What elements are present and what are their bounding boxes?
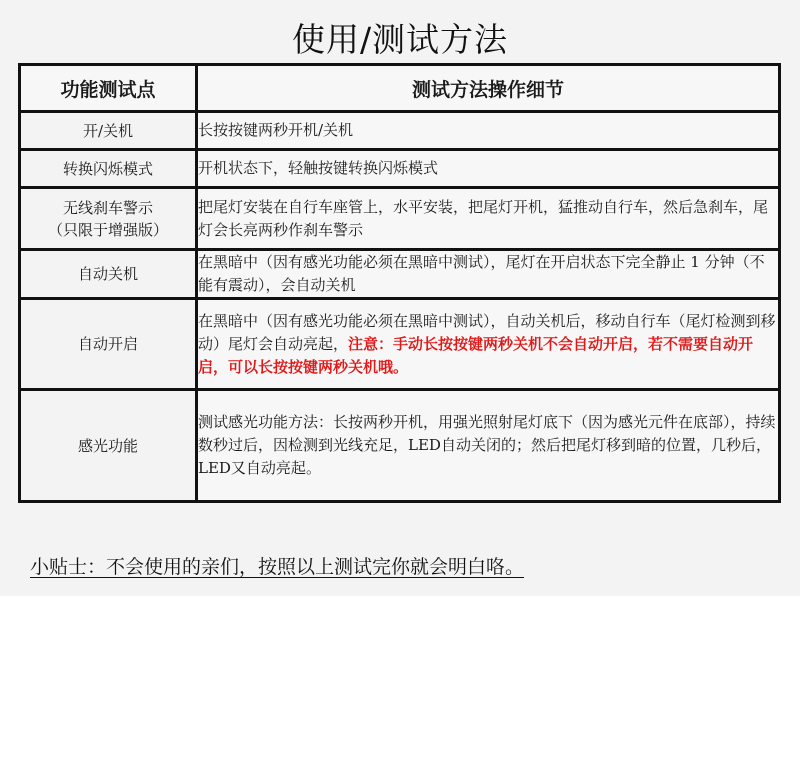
table-row [20,299,780,390]
table-row [20,188,780,250]
method-detail [197,299,780,390]
table-row [20,112,780,150]
method-detail: 把尾灯安装在自行车座管上，水平安装，把尾灯开机，猛推动自行车，然后急刹车，尾灯会长亮两秒作刹车警示 [197,188,780,250]
method-detail-text: 在黑暗中（因有感光功能必须在黑暗中测试），自动关机后，移动自行车（尾灯检测到移动）尾灯会自动亮起， [198,311,776,353]
table-row [20,150,780,188]
feature-name-line: 无线刹车警示 （只限于增强版） [47,198,168,239]
feature-name: 自动关机 [20,250,197,299]
method-detail: 开机状态下，轻触按键转换闪烁模式 [197,150,780,188]
feature-name: 开/关机 [20,112,197,150]
warning-note: 注意：手动长按按键两秒关机不会自动开启，若不需要自动开启，可以长按按键两秒关机哦。 [198,334,754,376]
table-row [20,250,780,299]
feature-name: 自动开启 [20,299,197,390]
table-header-row [20,65,780,112]
method-detail: 长按按键两秒开机/关机 [197,112,780,150]
feature-name [20,188,197,250]
column-header-method: 测试方法操作细节 [197,65,780,112]
column-header-feature: 功能测试点 [20,65,197,112]
method-detail: 在黑暗中（因有感光功能必须在黑暗中测试），尾灯在开启状态下完全静止 1 分钟（不能有震动），会自动关机 [197,250,780,299]
method-detail: 测试感光功能方法：长按两秒开机，用强光照射尾灯底下（因为感光元件在底部），持续数秒过后，因检测到光线充足，LED自动关闭的；然后把尾灯移到暗的位置，几秒后，LED又自动亮起。 [197,390,780,502]
feature-name: 感光功能 [20,390,197,502]
feature-name: 转换闪烁模式 [20,150,197,188]
usage-tip: 小贴士：不会使用的亲们，按照以上测试完你就会明白咯。 [30,556,525,578]
test-method-table [18,63,781,503]
table-row [20,390,780,502]
page-title: 使用/测试方法 [291,20,509,59]
